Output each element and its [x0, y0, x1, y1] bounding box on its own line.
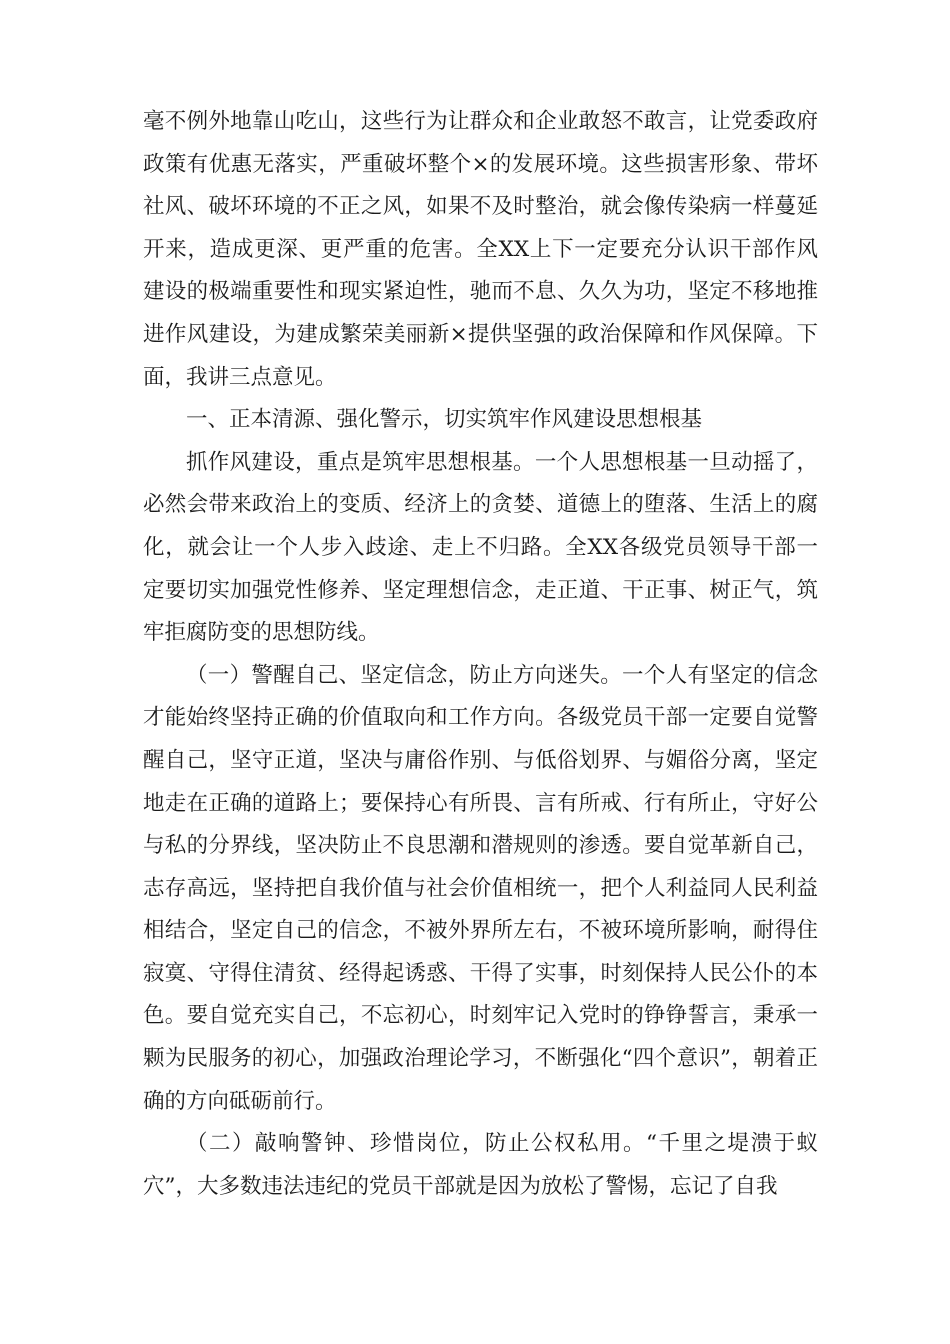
document-body: [143, 101, 818, 1208]
section-heading-1: 一、正本清源、强化警示，切实筑牢作风建设思想根基: [186, 407, 703, 433]
paragraph-section-intro: 抓作风建设，重点是筑牢思想根基。一个人思想根基一旦动摇了，必然会带来政治上的变质、经济上的贪婪、道德上的堕落、生活上的腐化，就会让一个人步入歧途、走上不归路。全XX各级党员领导干部一定要切实加强党性修养、坚定理想信念，走正道、干正事、树正气，筑牢拒腐防变的思想防线。: [143, 449, 818, 646]
paragraph-subsection-1: （一）警醒自己、坚定信念，防止方向迷失。一个人有坚定的信念才能始终坚持正确的价值取向和工作方向。各级党员干部一定要自觉警醒自己，坚守正道，坚决与庸俗作别、与低俗划界、与媚俗分离，坚定地走在正确的道路上；要保持心有所畏、言有所戒、行有所止，守好公与私的分界线，坚决防止不良思潮和潜规则的渗透。要自觉革新自己，志存高远，坚持把自我价值与社会价值相统一，把个人利益同人民利益相结合，坚定自己的信念，不被外界所左右，不被环境所影响，耐得住寂寞、守得住清贫、经得起诱惑、干得了实事，时刻保持人民公仆的本色。要自觉充实自己，不忘初心，时刻牢记入党时的铮铮誓言，秉承一颗为民服务的初心，加强政治理论学习，不断强化“四个意识”，朝着正确的方向砥砺前行。: [143, 662, 818, 1114]
paragraph-continuation: 毫不例外地靠山吃山，这些行为让群众和企业敢怒不敢言，让党委政府政策有优惠无落实，严重破坏整个×的发展环境。这些损害形象、带坏社风、破坏环境的不正之风，如果不及时整治，就会像传染病一样蔓延开来，造成更深、更严重的危害。全XX上下一定要充分认识干部作风建设的极端重要性和现实紧迫性，驰而不息、久久为功，坚定不移地推进作风建设，为建成繁荣美丽新×提供坚强的政治保障和作风保障。下面，我讲三点意见。: [143, 109, 818, 390]
paragraph-subsection-2: （二）敲响警钟、珍惜岗位，防止公权私用。“千里之堤溃于蚁穴”，大多数违法违纪的党员干部就是因为放松了警惕，忘记了自我: [143, 1131, 818, 1199]
